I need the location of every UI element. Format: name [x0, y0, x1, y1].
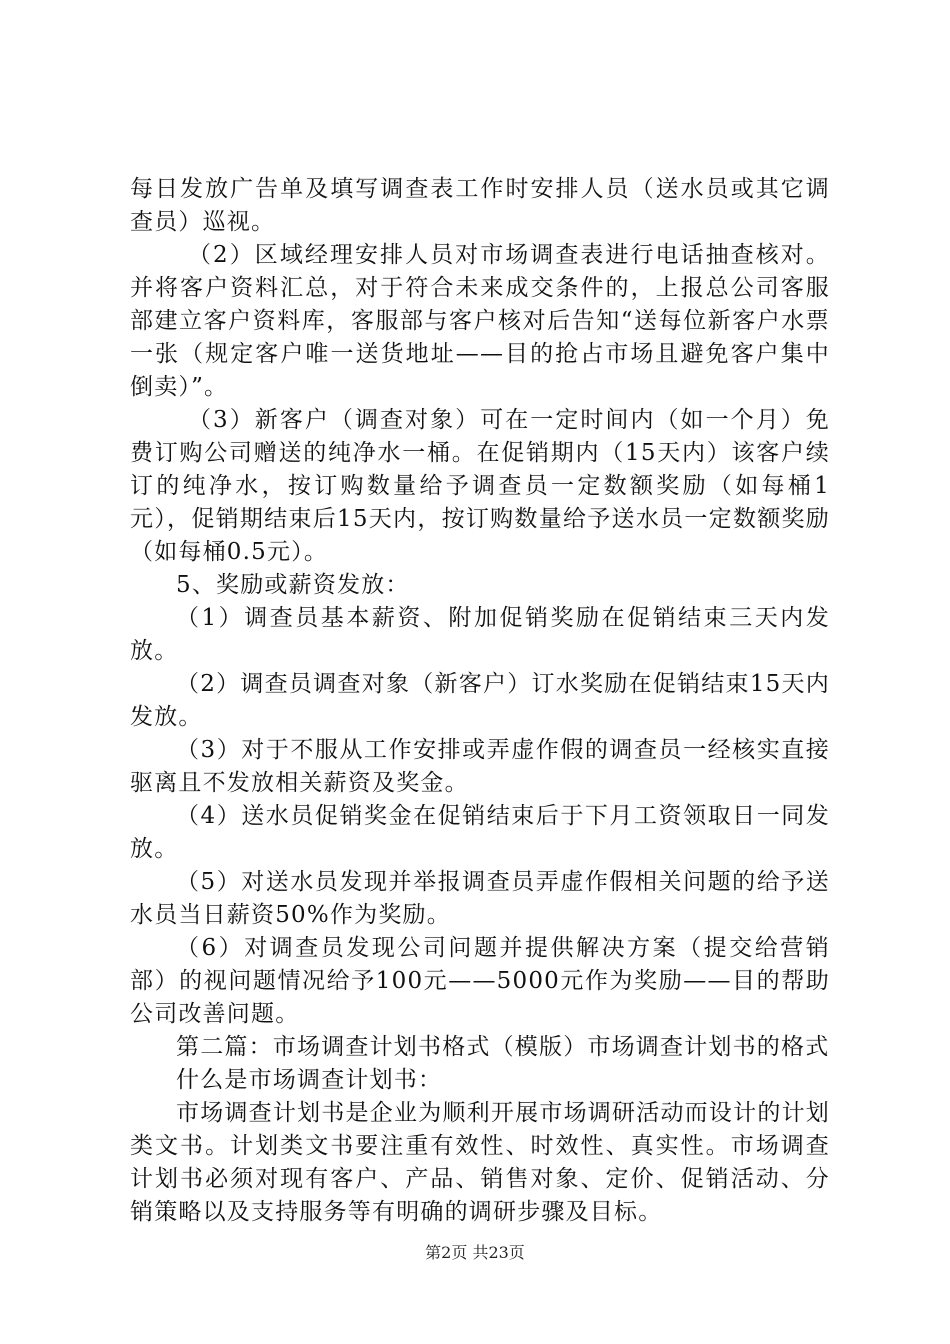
- paragraph-reward-2: （2）调查员调查对象（新客户）订水奖励在促销结束15天内发放。: [130, 671, 830, 730]
- paragraph-definition: 市场调查计划书是企业为顺利开展市场调研活动而设计的计划类文书。计划类文书要注重有效性、时效性、真实性。市场调查计划书必须对现有客户、产品、销售对象、定价、促销活动、分销策略以及支持服务等有明确的调研步骤及目标。: [130, 1100, 830, 1225]
- subheading-what-is: 什么是市场调查计划书：: [176, 1067, 443, 1093]
- paragraph-reward-6: （6）对调查员发现公司问题并提供解决方案（提交给营销部）的视问题情况给予100元——5000元作为奖励——目的帮助公司改善问题。: [130, 935, 830, 1027]
- chapter-heading: 第二篇：市场调查计划书格式（模版）市场调查计划书的格式: [176, 1034, 830, 1060]
- paragraph-item-3: （3）新客户（调查对象）可在一定时间内（如一个月）免费订购公司赠送的纯净水一桶。在促销期内（15天内）该客户续订的纯净水，按订购数量给予调查员一定数额奖励（如每桶1元），促销期结束后15天内，按订购数量给予送水员一定数额奖励（如每桶0.5元）。: [130, 407, 830, 565]
- paragraph-reward-3: （3）对于不服从工作安排或弄虚作假的调查员一经核实直接驱离且不发放相关薪资及奖金。: [130, 737, 830, 796]
- section-heading-rewards: 5、奖励或薪资发放：: [176, 572, 410, 598]
- paragraph-continuation: 每日发放广告单及填写调查表工作时安排人员（送水员或其它调查员）巡视。: [130, 176, 830, 235]
- document-body: [130, 173, 830, 1229]
- paragraph-reward-1: （1）调查员基本薪资、附加促销奖励在促销结束三天内发放。: [130, 605, 830, 664]
- paragraph-reward-4: （4）送水员促销奖金在促销结束后于下月工资领取日一同发放。: [130, 803, 830, 862]
- paragraph-item-2: （2）区域经理安排人员对市场调查表进行电话抽查核对。并将客户资料汇总，对于符合未来成交条件的，上报总公司客服部建立客户资料库，客服部与客户核对后告知“送每位新客户水票一张（规定客户唯一送货地址——目的抢占市场且避免客户集中倒卖）”。: [130, 242, 830, 400]
- page-footer: 第2页 共23页: [425, 1243, 525, 1262]
- paragraph-reward-5: （5）对送水员发现并举报调查员弄虚作假相关问题的给予送水员当日薪资50%作为奖励。: [130, 869, 830, 928]
